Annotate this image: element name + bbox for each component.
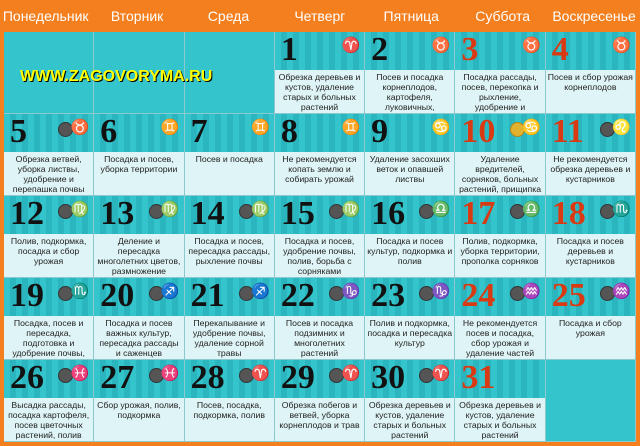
zodiac-icon: ♎ [431, 201, 451, 218]
day-number: 3 [461, 32, 479, 68]
day-recommendation: Посадка и посев, удобрение почвы, полив, борьба с сорняками [283, 236, 356, 276]
day-recommendation: Посев и посадка [195, 154, 263, 164]
day-recommendation: Посев и сбор урожая корнеплодов [547, 72, 633, 92]
day-number: 18 [551, 196, 586, 232]
zodiac-icon: ♈ [341, 365, 361, 382]
calendar-day-cell [546, 32, 636, 114]
calendar-day-cell [275, 360, 365, 442]
calendar-day-cell [4, 360, 94, 442]
zodiac-icon: ♍ [160, 201, 180, 218]
calendar-day-cell [275, 196, 365, 278]
day-recommendation: Посадка и сбор урожая [558, 318, 622, 338]
calendar-day-cell [365, 114, 455, 196]
weekday-label: Среда [207, 8, 250, 24]
day-recommendation: Не рекомендуется копать землю и собирать урожай [282, 154, 357, 184]
calendar-day-cell [275, 32, 365, 114]
day-recommendation: Сбор урожая, полив, подкормка [97, 400, 181, 420]
calendar-day-cell [94, 196, 184, 278]
zodiac-icon: ♍ [341, 201, 361, 218]
day-recommendation: Не рекомендуется посев и посадка, сбор урожая и удаление частей [462, 318, 538, 358]
day-number: 4 [551, 32, 569, 68]
calendar-day-cell [546, 114, 636, 196]
day-recommendation: Перекапывание и удобрение почвы, удаление сорной травы [192, 318, 266, 358]
zodiac-icon: ♋ [522, 119, 541, 136]
zodiac-icon: ♊ [251, 119, 270, 136]
weekday-label: Пятница [383, 8, 439, 24]
calendar-day-cell [365, 32, 455, 114]
day-recommendation: Посадка рассады, посев, перекопка и рыхление, удобрение и [461, 72, 539, 112]
day-recommendation: Обрезка деревьев и кустов, удаление старых и больных растений [278, 72, 361, 112]
day-recommendation: Полив и подкормка, посадка и пересадка культур [367, 318, 453, 348]
day-number: 22 [280, 278, 315, 314]
day-number: 10 [461, 114, 496, 150]
calendar-day-cell [275, 114, 365, 196]
calendar-day-cell [455, 278, 545, 360]
day-recommendation: Обрезка деревьев и кустов, удаление старых и больных растений [368, 400, 451, 440]
zodiac-icon: ♒ [612, 283, 631, 300]
day-number: 28 [190, 360, 225, 396]
day-number: 25 [551, 278, 586, 314]
site-watermark: WWW.ZAGOVORYMA.RU [20, 68, 213, 85]
day-number: 12 [10, 196, 44, 232]
day-recommendation: Полив, подкормка, посадка и сбор урожая [10, 236, 87, 266]
zodiac-icon: ♊ [341, 119, 361, 136]
zodiac-icon: ♉ [522, 37, 541, 54]
calendar-day-cell [455, 114, 545, 196]
day-number: 29 [280, 360, 315, 396]
calendar-empty-cell [546, 360, 636, 442]
day-number: 19 [10, 278, 44, 314]
day-recommendation: Посадка и посев важных культур, пересадка рассады и саженцев [99, 318, 179, 358]
zodiac-icon: ♏ [70, 283, 90, 300]
calendar-day-cell [455, 196, 545, 278]
day-recommendation: Полив, подкормка, уборка территории, прополка сорняков [460, 236, 540, 266]
zodiac-icon: ♎ [522, 201, 541, 218]
day-number: 2 [371, 32, 389, 68]
zodiac-icon: ♏ [612, 201, 631, 218]
calendar-day-cell [4, 114, 94, 196]
zodiac-icon: ♍ [70, 201, 90, 218]
calendar-grid [4, 32, 636, 442]
day-number: 13 [100, 196, 135, 232]
day-number: 8 [280, 114, 298, 150]
calendar-day-cell [4, 196, 94, 278]
day-recommendation: Посадка и посев деревьев и кустарников [556, 236, 624, 266]
zodiac-icon: ♉ [70, 119, 90, 136]
day-recommendation: Удаление вредителей, сорняков, больных растений, прищипка [459, 154, 542, 194]
day-recommendation: Посадка и посев культур, подкормка и полив [367, 236, 453, 266]
day-number: 6 [100, 114, 118, 150]
zodiac-icon: ♐ [160, 283, 180, 300]
calendar-day-cell [365, 360, 455, 442]
day-recommendation: Удаление засохших веток и опавшей листвы [369, 154, 450, 184]
zodiac-icon: ♉ [431, 37, 451, 54]
zodiac-icon: ♌ [612, 119, 631, 136]
day-number: 24 [461, 278, 496, 314]
day-number: 20 [100, 278, 135, 314]
calendar-day-cell [455, 360, 545, 442]
calendar-day-cell [94, 278, 184, 360]
zodiac-icon: ♓ [70, 365, 90, 382]
calendar-day-cell [185, 196, 275, 278]
zodiac-icon: ♊ [160, 119, 180, 136]
zodiac-icon: ♍ [251, 201, 270, 218]
day-number: 9 [371, 114, 389, 150]
weekday-label: Четверг [294, 8, 346, 24]
weekday-header [0, 0, 640, 32]
zodiac-icon: ♐ [251, 283, 270, 300]
day-number: 31 [461, 360, 496, 396]
calendar-day-cell [455, 32, 545, 114]
zodiac-icon: ♈ [431, 365, 451, 382]
day-number: 1 [280, 32, 298, 68]
day-number: 5 [10, 114, 27, 150]
day-number: 26 [10, 360, 44, 396]
weekday-label: Воскресенье [552, 8, 636, 24]
weekday-label: Вторник [110, 8, 164, 24]
zodiac-icon: ♋ [431, 119, 451, 136]
calendar-day-cell [185, 114, 275, 196]
calendar-day-cell [94, 114, 184, 196]
calendar-day-cell [185, 278, 275, 360]
day-recommendation: Обрезка ветвей, уборка листвы, удобрение и перепашка почвы [12, 154, 85, 194]
day-recommendation: Обрезка деревьев и кустов, удаление старых и больных растений [459, 400, 541, 440]
day-recommendation: Посадка и посев, пересадка рассады, рыхление почвы [188, 236, 270, 266]
day-number: 11 [551, 114, 584, 150]
day-number: 30 [371, 360, 406, 396]
calendar-day-cell [4, 278, 94, 360]
zodiac-icon: ♓ [160, 365, 180, 382]
calendar-day-cell [185, 360, 275, 442]
calendar-day-cell [275, 278, 365, 360]
zodiac-icon: ♈ [341, 37, 361, 54]
zodiac-icon: ♒ [522, 283, 541, 300]
day-recommendation: Посев и посадка подзимних и многолетних растений [285, 318, 354, 358]
calendar-day-cell [546, 196, 636, 278]
calendar-day-cell [365, 278, 455, 360]
zodiac-icon: ♉ [612, 37, 631, 54]
day-recommendation: Посев, посадка, подкормка, полив [193, 400, 265, 420]
day-recommendation: Не рекомендуется обрезка деревьев и кустарников [550, 154, 631, 184]
day-recommendation: Высадка рассады, посадка картофеля, посев цветочных растений, полив [8, 400, 90, 440]
calendar-day-cell [365, 196, 455, 278]
day-number: 14 [190, 196, 225, 232]
day-recommendation: Посев и посадка корнеплодов, картофеля, луковичных, [376, 72, 444, 112]
zodiac-icon: ♈ [251, 365, 270, 382]
day-recommendation: Обрезка побегов и ветвей, уборка корнеплодов и трав [279, 400, 360, 430]
day-recommendation: Посадка, посев и пересадка, подготовка и удобрение почвы, [12, 318, 85, 358]
day-recommendation: Посадка и посев, уборка территории [100, 154, 178, 174]
day-number: 21 [190, 278, 225, 314]
zodiac-icon: ♑ [341, 283, 361, 300]
day-number: 15 [280, 196, 315, 232]
day-number: 17 [461, 196, 496, 232]
day-number: 16 [371, 196, 406, 232]
day-number: 7 [190, 114, 208, 150]
zodiac-icon: ♑ [431, 283, 451, 300]
day-number: 27 [100, 360, 135, 396]
weekday-label: Понедельник [2, 8, 89, 24]
day-number: 23 [371, 278, 406, 314]
calendar-day-cell [546, 278, 636, 360]
weekday-label: Суббота [475, 8, 531, 24]
day-recommendation: Деление и пересадка многолетних цветов, размножение [97, 236, 181, 276]
calendar-day-cell [94, 360, 184, 442]
